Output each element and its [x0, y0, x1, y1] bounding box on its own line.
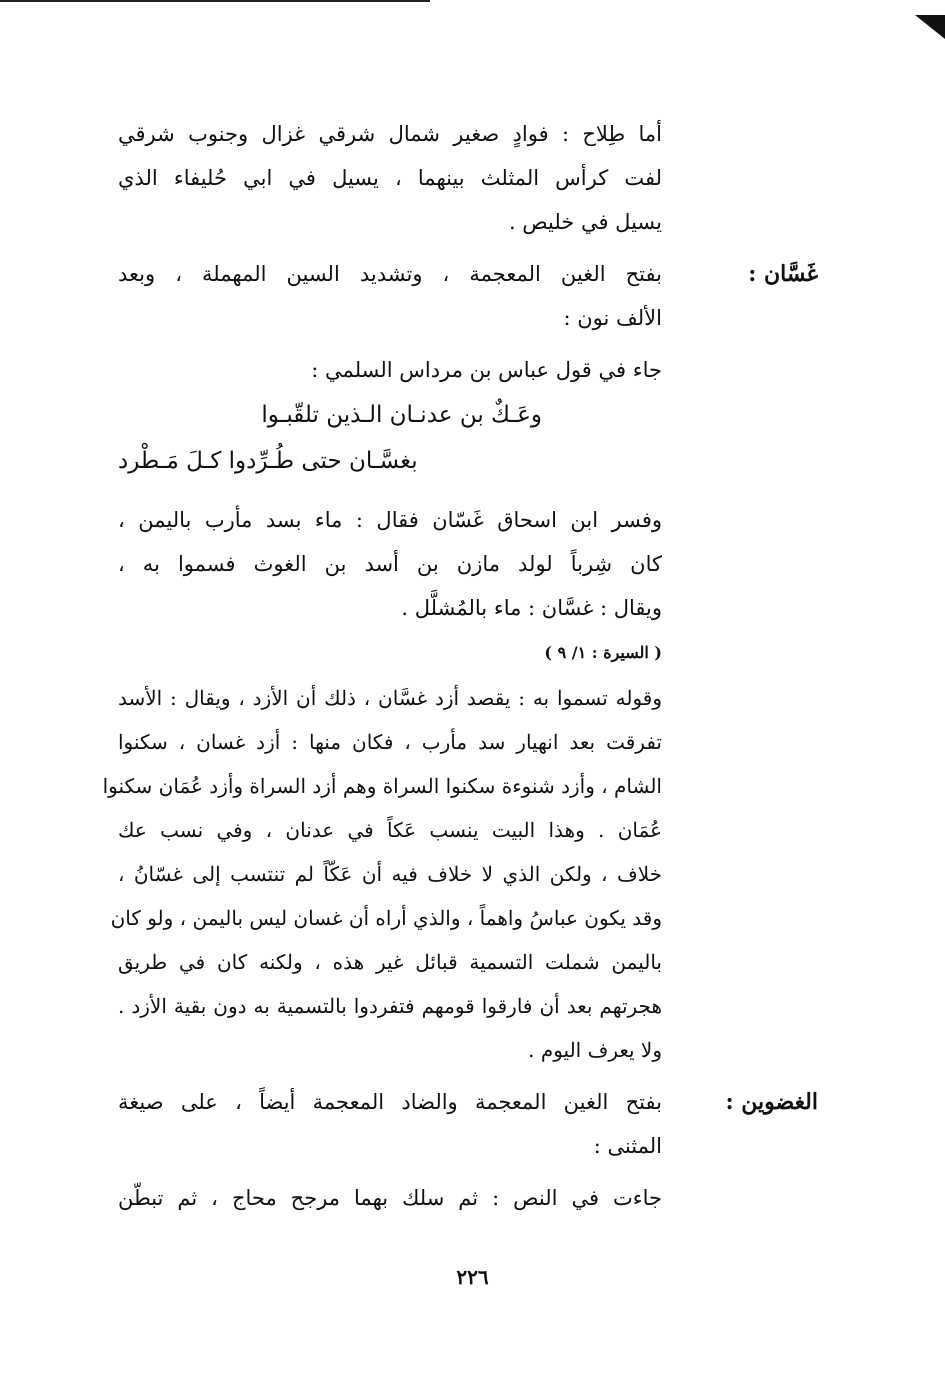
- verse-intro: جاء في قول عباس بن مرداس السلمي :: [311, 358, 662, 382]
- entry-term-ghadawayn: الغضوين :: [725, 1089, 818, 1115]
- corner-triangle-mark: [915, 15, 945, 39]
- intro-line: لفت كرأس المثلث بينهما ، يسيل في ابي حُليفاء الذي: [118, 166, 662, 190]
- page-number: ٢٢٦: [456, 1265, 489, 1289]
- entry-definition-line: بفتح الغين المعجمة والضاد المعجمة أيضاً ، على صيغة: [118, 1090, 662, 1114]
- paragraph-line: تفرقت بعد انهيار سد مأرب ، فكان منها : أزد غسان ، سكنوا: [118, 730, 662, 754]
- entry-definition-line: المثنى :: [593, 1134, 662, 1158]
- paragraph-line: كان شِرباً لولد مازن بن أسد بن الغوث فسموا به ،: [118, 552, 662, 576]
- paragraph-line: وقوله تسموا به : يقصد أزد غسَّان ، ذلك أن الأزد ، ويقال : الأسد: [118, 686, 662, 710]
- commentary-paragraph: [102, 676, 818, 1072]
- top-rule: [0, 0, 430, 2]
- paragraph-line: خلاف ، ولكن الذي لا خلاف فيه أن عَكّاً لم تنتسب إلى غسّانُ ،: [118, 862, 662, 886]
- source-citation: ( السيرة : ١/ ٩ ): [544, 643, 662, 662]
- paragraph-line: هجرتهم بعد أن فارقوا قومهم فتفردوا بالتسمية به دون بقية الأزد .: [118, 994, 662, 1018]
- entry-ghadawayn: [118, 1080, 818, 1168]
- intro-line: أما طِلاح : فوادٍ صغير شمال شرقي غزال وجنوب شرقي: [118, 122, 662, 146]
- entry-term-ghassan: غَسَّان :: [748, 261, 818, 287]
- verse-hemistich-second: بغسَّـان حتى طُـرِّدوا كـلَ مَـطْرد: [118, 448, 418, 474]
- ibn-ishaq-paragraph: [118, 498, 818, 630]
- poetry-verse: [118, 392, 662, 484]
- entry-ghassan: [118, 252, 818, 340]
- paragraph-line: ويقال : غسَّان : ماء بالمُشلَّل .: [401, 596, 662, 620]
- entry-definition-line: بفتح الغين المعجمة ، وتشديد السين المهملة ، وبعد: [118, 262, 662, 286]
- intro-paragraph: [118, 112, 818, 244]
- paragraph-line: باليمن شملت التسمية قبائل غير هذه ، ولكنه كان في طريق: [118, 950, 662, 974]
- page-body: [102, 112, 818, 1220]
- intro-line: يسيل في خليص .: [508, 210, 662, 234]
- paragraph-line: ولا يعرف اليوم .: [528, 1038, 662, 1062]
- paragraph-line: عُمَان . وهذا البيت ينسب عَكاً في عدنان ، وفي نسب عك: [118, 818, 662, 842]
- paragraph-line: الشام ، وأزد شنوءة سكنوا السراة وهم أزد السراة وأزد عُمَان سكنوا: [102, 774, 662, 798]
- entry-definition-line: الألف نون :: [563, 306, 662, 330]
- verse-hemistich-first: وعَـكٌ بن عدنـان الـذين تلقّبـوا: [261, 402, 542, 428]
- last-paragraph-line: جاءت في النص : ثم سلك بهما مرجح محاج ، ثم تبطّن: [118, 1186, 662, 1210]
- paragraph-line: وفسر ابن اسحاق غَسّان فقال : ماء بسد مأرب باليمن ،: [118, 508, 662, 532]
- paragraph-line: وقد يكون عباسُ واهماً ، والذي أراه أن غسان ليس باليمن ، ولو كان: [110, 906, 662, 930]
